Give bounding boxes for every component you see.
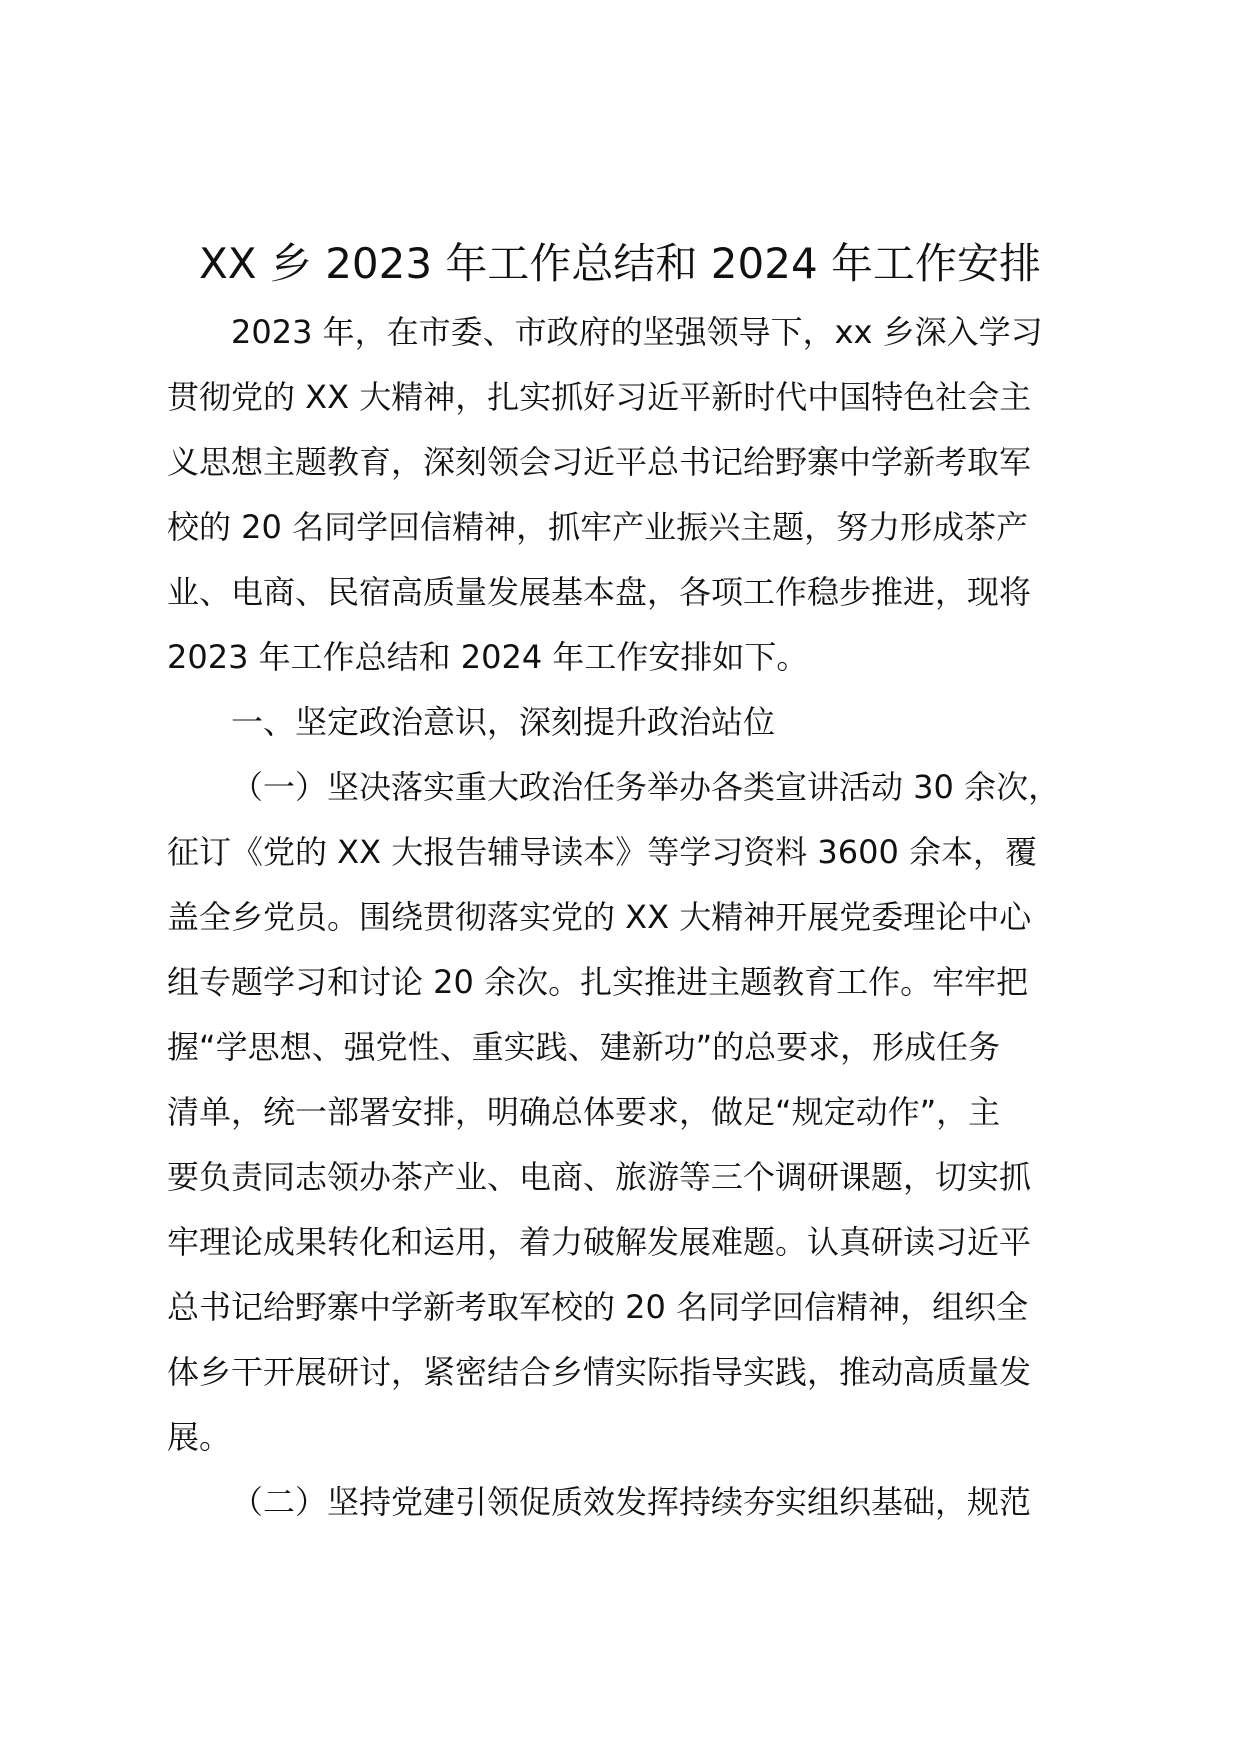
section-heading-1: 一、坚定政治意识，深刻提升政治站位 xyxy=(231,703,776,741)
paragraph-2-line-9: 总书记给野寨中学新考取军校的 20 名同学回信精神，组织全 xyxy=(167,1288,1029,1326)
paragraph-2-line-7: 要负责同志领办茶产业、电商、旅游等三个调研课题，切实抓 xyxy=(167,1158,1032,1196)
document-title: XX 乡 2023 年工作总结和 2024 年工作安排 xyxy=(198,239,1042,288)
paragraph-2-line-8: 牢理论成果转化和运用，着力破解发展难题。认真研读习近平 xyxy=(167,1223,1032,1261)
paragraph-2-line-6: 清单，统一部署安排，明确总体要求，做足“规定动作”，主 xyxy=(167,1093,1001,1131)
paragraph-1-line-5: 业、电商、民宿高质量发展基本盘，各项工作稳步推进，现将 xyxy=(167,573,1032,611)
paragraph-2-line-1: （一）坚决落实重大政治任务举办各类宣讲活动 30 余次， xyxy=(231,768,1061,806)
paragraph-2-line-4: 组专题学习和讨论 20 余次。扎实推进主题教育工作。牢牢把 xyxy=(167,963,1029,1001)
paragraph-1-line-3: 义思想主题教育，深刻领会习近平总书记给野寨中学新考取军 xyxy=(167,443,1032,481)
paragraph-1-line-6: 2023 年工作总结和 2024 年工作安排如下。 xyxy=(167,638,809,676)
paragraph-2-line-5: 握“学思想、强党性、重实践、建新功”的总要求，形成任务 xyxy=(167,1028,1001,1066)
paragraph-2-line-10: 体乡干开展研讨，紧密结合乡情实际指导实践，推动高质量发 xyxy=(167,1353,1032,1391)
paragraph-1-line-1: 2023 年，在市委、市政府的坚强领导下，xx 乡深入学习 xyxy=(231,313,1043,351)
paragraph-2-line-11: 展。 xyxy=(167,1418,232,1456)
paragraph-2-line-3: 盖全乡党员。围绕贯彻落实党的 XX 大精神开展党委理论中心 xyxy=(167,898,1032,936)
paragraph-2-line-2: 征订《党的 XX 大报告辅导读本》等学习资料 3600 余本，覆 xyxy=(167,833,1037,871)
document-body xyxy=(167,300,1127,1535)
paragraph-1-line-2: 贯彻党的 XX 大精神，扎实抓好习近平新时代中国特色社会主 xyxy=(167,378,1032,416)
paragraph-3-line-1: （二）坚持党建引领促质效发挥持续夯实组织基础，规范 xyxy=(231,1483,1032,1521)
paragraph-1-line-4: 校的 20 名同学回信精神，抓牢产业振兴主题，努力形成茶产 xyxy=(167,508,1029,546)
